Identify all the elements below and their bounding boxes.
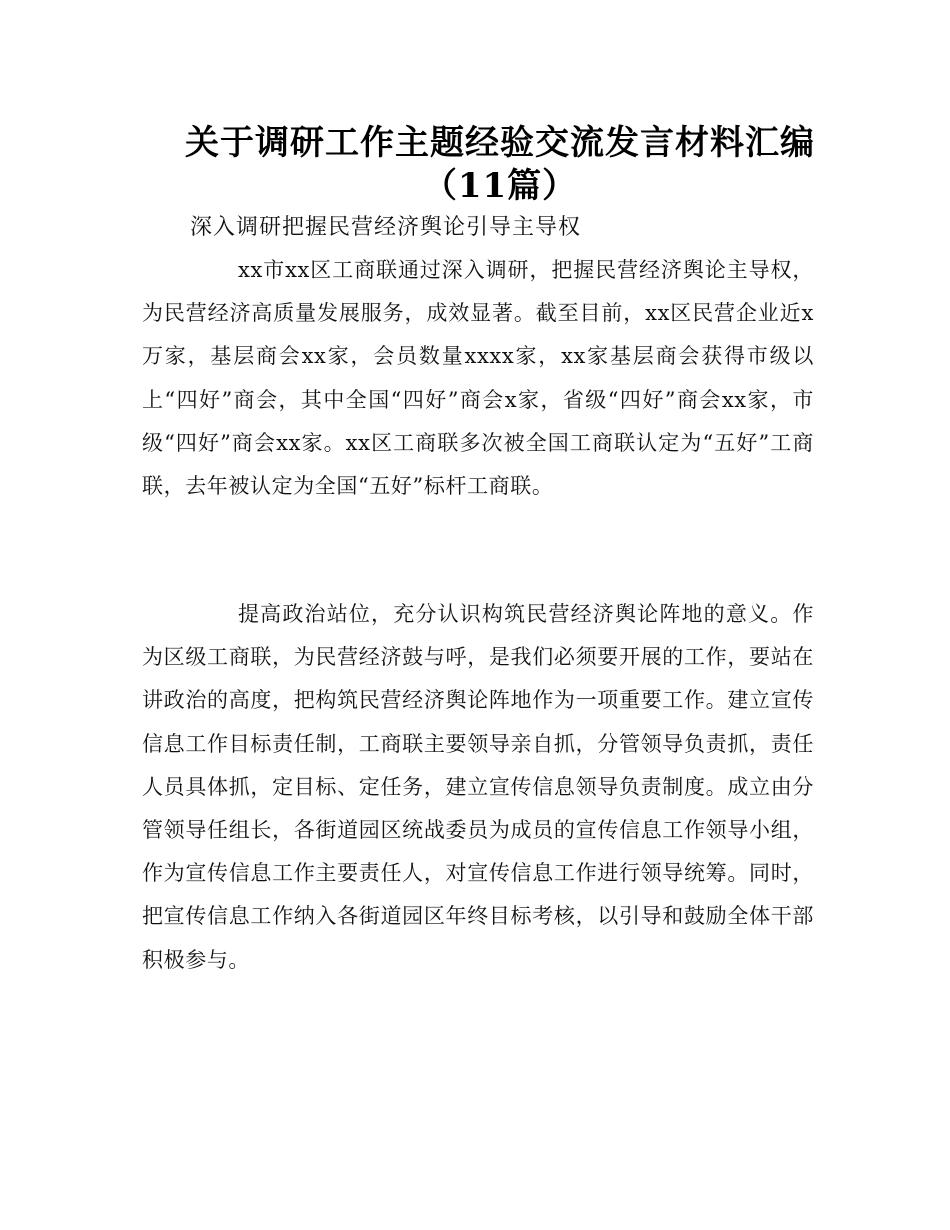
section-heading: 深入调研把握民营经济舆论引导主导权: [190, 215, 582, 240]
document-title: 关于调研工作主题经验交流发言材料汇编: [185, 123, 815, 163]
document-title-count: （11篇）: [422, 166, 578, 206]
body-paragraph: xx市xx区工商联通过深入调研，把握民营经济舆论主导权，为民营经济高质量发展服务，成效显著。截至目前，xx区民营企业近x万家，基层商会xx家，会员数量xxxx家，xx家基层商会获得市级以上“四好”商会，其中全国“四好”商会x家，省级“四好”商会xx家，市级“四好”商会xx家。xx区工商联多次被全国工商联认定为“五好”工商联，去年被认定为全国“五好”标杆工商联。: [142, 258, 814, 499]
body-paragraph: 提高政治站位，充分认识构筑民营经济舆论阵地的意义。作为区级工商联，为民营经济鼓与呼，是我们必须要开展的工作，要站在讲政治的高度，把构筑民营经济舆论阵地作为一项重要工作。建立宣传信息工作目标责任制，工商联主要领导亲自抓，分管领导负责抓，责任人员具体抓，定目标、定任务，建立宣传信息领导负责制度。成立由分管领导任组长，各街道园区统战委员为成员的宣传信息工作领导小组，作为宣传信息工作主要责任人，对宣传信息工作进行领导统筹。同时，把宣传信息工作纳入各街道园区年终目标考核，以引导和鼓励全体干部积极参与。: [142, 602, 814, 972]
